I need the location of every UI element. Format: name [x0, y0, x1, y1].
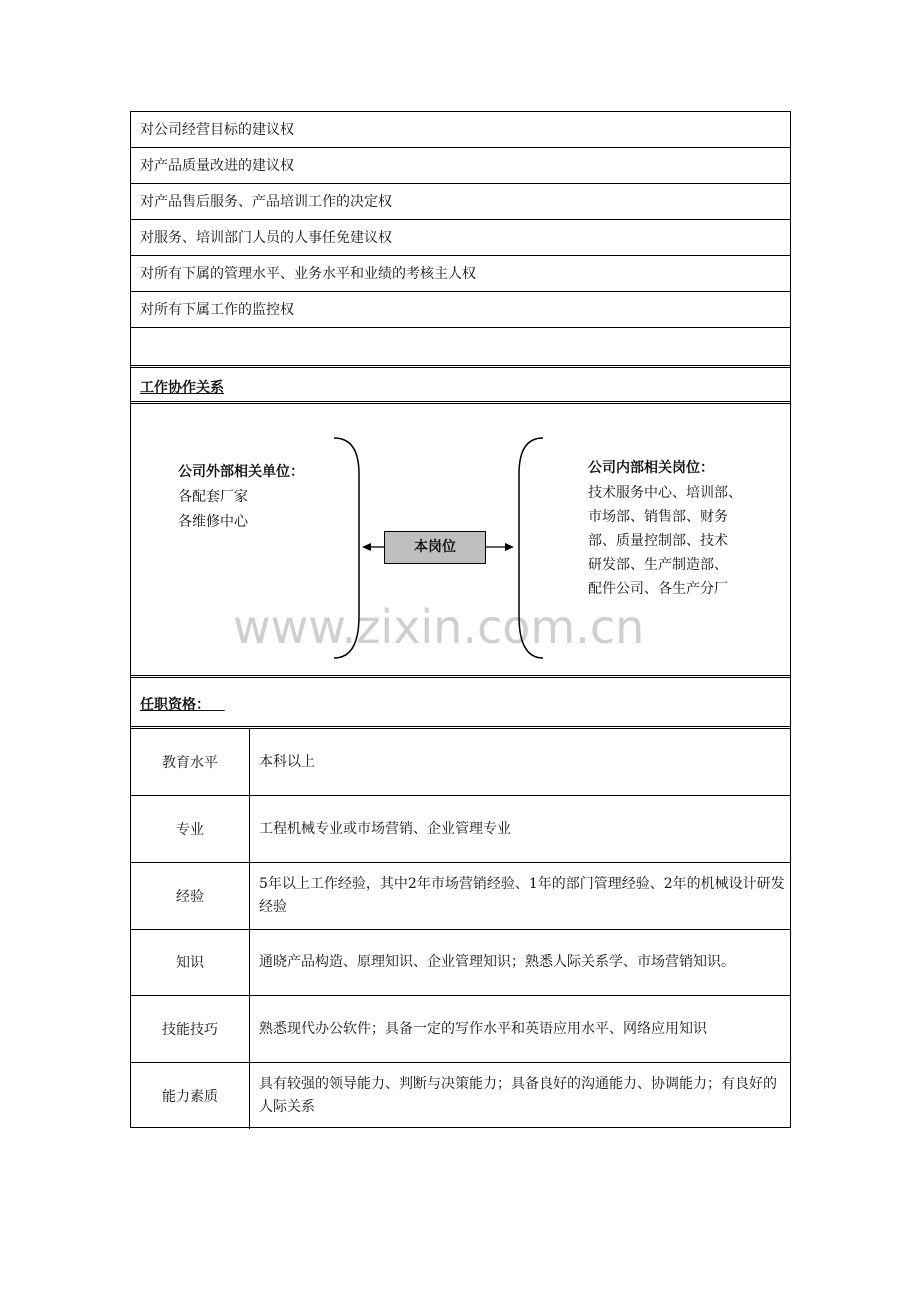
qualification-row: [131, 863, 790, 930]
internal-line: 研发部、生产制造部、: [588, 557, 728, 573]
internal-line: 部、质量控制部、技术: [588, 533, 728, 549]
qualification-label: 专业: [131, 796, 250, 862]
qualification-row: [131, 1062, 790, 1129]
qualification-title-row: [131, 678, 790, 726]
right-brace: [519, 438, 543, 658]
qualification-value: 工程机械专业或市场营销、企业管理专业: [259, 820, 511, 837]
qualification-table: [131, 726, 790, 1127]
authority-row: [131, 220, 790, 256]
authority-row: [131, 112, 790, 148]
authority-row: [131, 148, 790, 184]
qualification-label: 经验: [131, 863, 250, 929]
authority-text: 对所有下属的管理水平、业务水平和业绩的考核主人权: [140, 266, 476, 282]
right-arrowhead: [505, 543, 514, 551]
left-brace: [334, 438, 359, 658]
qualification-value: 熟悉现代办公软件；具备一定的写作水平和英语应用水平、网络应用知识: [259, 1020, 707, 1037]
collaboration-diagram: [131, 404, 790, 678]
internal-line: 技术服务中心、培训部、: [588, 485, 742, 501]
qualification-value: 本科以上: [259, 753, 315, 770]
job-description-table: [130, 111, 791, 1128]
internal-line: 配件公司、各生产分厂: [588, 581, 728, 597]
center-position-box: 本岗位: [384, 531, 486, 564]
watermark: www.zixin.com.cn: [233, 600, 645, 654]
qualification-row: [131, 729, 790, 796]
qualification-value: 5年以上工作经验，其中2年市场营销经验、1年的部门管理经验、2年的机械设计研发经验: [259, 876, 785, 915]
collaboration-title: 工作协作关系: [140, 380, 224, 396]
internal-heading: 公司内部相关岗位：: [588, 460, 714, 476]
qualification-row: [131, 929, 790, 996]
authority-row-empty: [131, 328, 790, 368]
authority-row: [131, 184, 790, 220]
qualification-label: 知识: [131, 929, 250, 995]
authority-text: 对产品质量改进的建议权: [140, 158, 294, 174]
authority-row: [131, 256, 790, 292]
external-heading: 公司外部相关单位：: [178, 464, 304, 480]
external-unit: 各配套厂家: [178, 489, 248, 505]
authority-text: 对所有下属工作的监控权: [140, 302, 294, 318]
qualification-label: 能力素质: [131, 1062, 250, 1129]
external-unit: 各维修中心: [178, 514, 248, 530]
left-arrowhead: [362, 543, 371, 551]
qualification-row: [131, 796, 790, 863]
collaboration-title-row: [131, 368, 790, 404]
authority-text: 对产品售后服务、产品培训工作的决定权: [140, 194, 392, 210]
authority-text: 对服务、培训部门人员的人事任免建议权: [140, 230, 392, 246]
qualification-value: 通晓产品构造、原理知识、企业管理知识；熟悉人际关系学、市场营销知识。: [259, 953, 735, 970]
authority-text: 对公司经营目标的建议权: [140, 122, 294, 138]
qualification-row: [131, 996, 790, 1063]
qualification-label: 教育水平: [131, 729, 250, 795]
qualification-title: 任职资格：: [140, 697, 210, 713]
authority-row: [131, 292, 790, 328]
internal-line: 市场部、销售部、财务: [588, 509, 728, 525]
qualification-value: 具有较强的领导能力、判断与决策能力；具备良好的沟通能力、协调能力；有良好的人际关系: [259, 1075, 777, 1115]
qualification-label: 技能技巧: [131, 996, 250, 1062]
